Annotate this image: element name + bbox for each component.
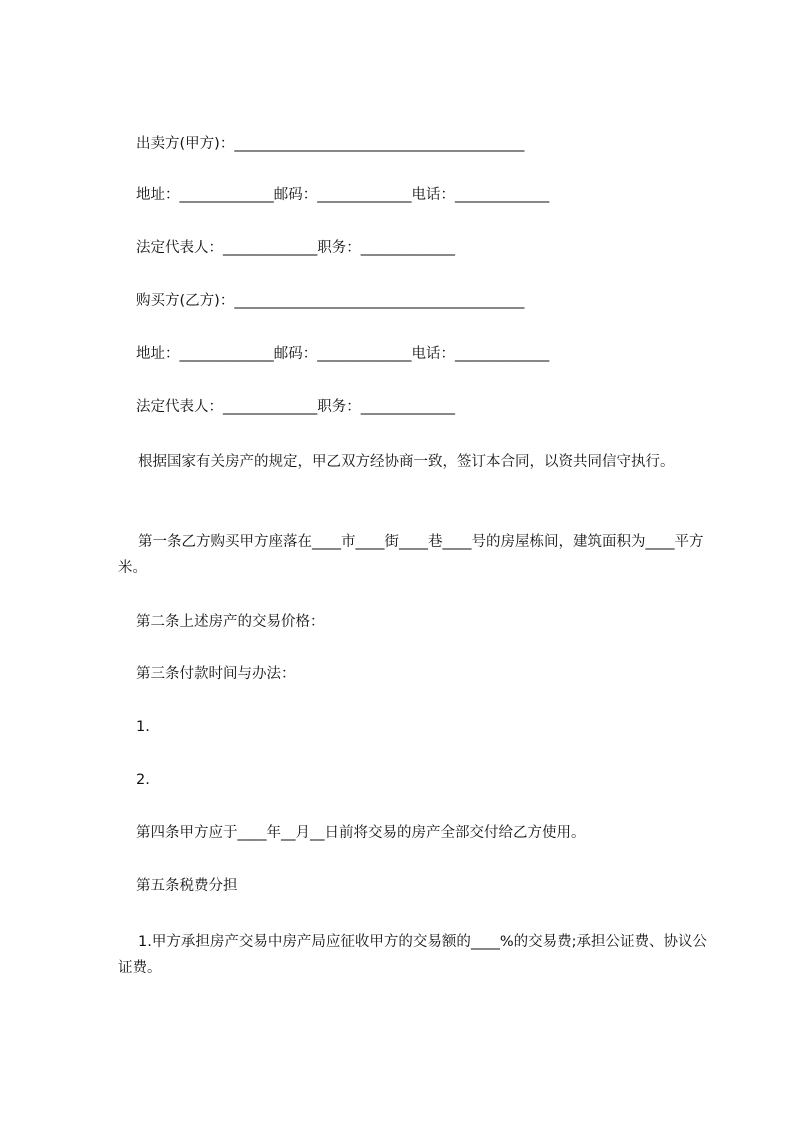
preamble-paragraph: 根据国家有关房产的规定，甲乙双方经协商一致，签订本合同，以资共同信守执行。 [138, 454, 675, 470]
buyer-line: 购买方(乙方)：________________________________________ [136, 293, 525, 309]
seller-representative-line: 法定代表人：_____________职务：_____________ [136, 240, 455, 256]
buyer-representative-line: 法定代表人：_____________职务：_____________ [136, 399, 455, 415]
article-4-paragraph: 第四条甲方应于____年__月__日前将交易的房产全部交付给乙方使用。 [136, 825, 586, 841]
article-5-item-1-paragraph: 1.甲方承担房产交易中房产局应征收甲方的交易额的____%的交易费;承担公证费、协议公证费。 [118, 934, 707, 976]
seller-contact-line: 地址：_____________邮码：_____________电话：_____________ [136, 187, 550, 203]
buyer-contact-line: 地址：_____________邮码：_____________电话：_____________ [136, 346, 550, 362]
article-2-heading: 第二条上述房产的交易价格： [136, 614, 325, 630]
article-1-paragraph: 第一条乙方购买甲方座落在____市____街____巷____号的房屋栋间，建筑面积为____平方米。 [118, 534, 704, 576]
article-3-item-2: 2. [136, 772, 150, 788]
article-3-item-1: 1. [136, 719, 150, 735]
seller-line: 出卖方(甲方)：________________________________________ [136, 136, 525, 152]
article-3-heading: 第三条付款时间与办法： [136, 666, 296, 682]
article-5-heading: 第五条税费分担 [136, 878, 238, 894]
